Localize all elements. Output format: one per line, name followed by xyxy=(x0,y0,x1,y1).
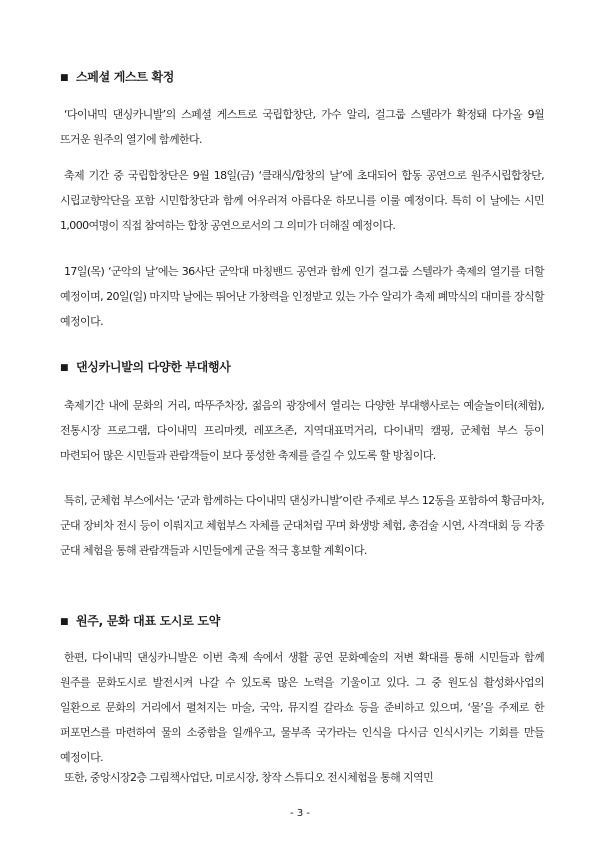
square-bullet-icon: ■ xyxy=(60,73,69,83)
paragraph: 17일(목) ‘군악의 날’에는 36사단 군악대 마칭밴드 공연과 함께 인기 걸그룹 스텔라가 축제의 열기를 더할 예정이며, 20일(일) 마지막 날에는 뛰어난 가창력을 인정받고 있는 가수 알리가 축제 폐막식의 대미를 장식할 예정이다. xyxy=(60,265,544,328)
paragraph: 한편, 다이내믹 댄싱카니발은 이번 축제 속에서 생활 공연 문화예술의 저변 확대를 통해 시민들과 함께 원주를 문화도시로 발전시켜 나갈 수 있도록 많은 노력을 기울이고 있다. 그 중 원도심 활성화사업의 일환으로 문화의 거리에서 펼쳐지는 마술, 국악, 뮤지컬 갈라쇼 등을 준비하고 있으며, ‘물’을 주제로 한 퍼포먼스를 마련하여 물의 소중함을 일깨우고, 물부족 국가라는 인식을 다시금 인식시키는 기회를 만들 예정이다. xyxy=(60,651,544,764)
page-number: - 3 - xyxy=(290,808,310,819)
section-heading-culture-city: ■ 원주, 문화 대표 도시로 도약 xyxy=(60,614,220,628)
paragraph: 축제기간 내에 문화의 거리, 따뚜주차장, 젊음의 광장에서 열리는 다양한 부대행사로는 예술놀이터(체험), 전통시장 프로그램, 다이내믹 프리마켓, 레포츠존, 지역대표먹거리, 다이내믹 캠핑, 군체험 부스 등이 마련되어 많은 시민들과 관람객들이 보다 풍성한 축제를 즐길 수 있도록 할 방침이다. xyxy=(60,399,544,462)
paragraph: 축제 기간 중 국립합창단은 9월 18일(금) ‘클래식/합창의 날’에 초대되어 합동 공연으로 원주시립합창단, 시립교향악단을 포함 시민합창단과 함께 어우러져 아름다운 하모니를 이룰 예정이다. 특히 이 날에는 시민 1,000여명이 직접 참여하는 합창 공연으로서의 그 의미가 더해질 예정이다. xyxy=(60,169,544,232)
section-heading-special-guest: ■ 스페셜 게스트 확정 xyxy=(60,70,175,84)
paragraph: 또한, 중앙시장2층 그림책사업단, 미로시장, 창작 스튜디오 전시체험을 통해 지역민 xyxy=(64,771,434,784)
paragraph: 특히, 군체험 부스에서는 ‘군과 함께하는 다이내믹 댄싱카니발’이란 주제로 부스 12동을 포함하여 황금마차, 군대 장비차 전시 등이 이뤄지고 체험부스 자체를 군대처럼 꾸며 화생방 체험, 총검술 시연, 사격대회 등 각종 군대 체험을 통해 관람객들과 시민들에게 군을 적극 홍보할 계획이다. xyxy=(60,494,544,557)
paragraph: ‘다이내믹 댄싱카니발’의 스페셜 게스트로 국립합창단, 가수 알리, 걸그룹 스텔라가 확정돼 다가올 9월 뜨거운 원주의 열기에 함께한다. xyxy=(60,108,544,146)
section-heading-side-events: ■ 댄싱카니발의 다양한 부대행사 xyxy=(60,360,231,374)
square-bullet-icon: ■ xyxy=(60,363,69,373)
square-bullet-icon: ■ xyxy=(60,617,69,627)
